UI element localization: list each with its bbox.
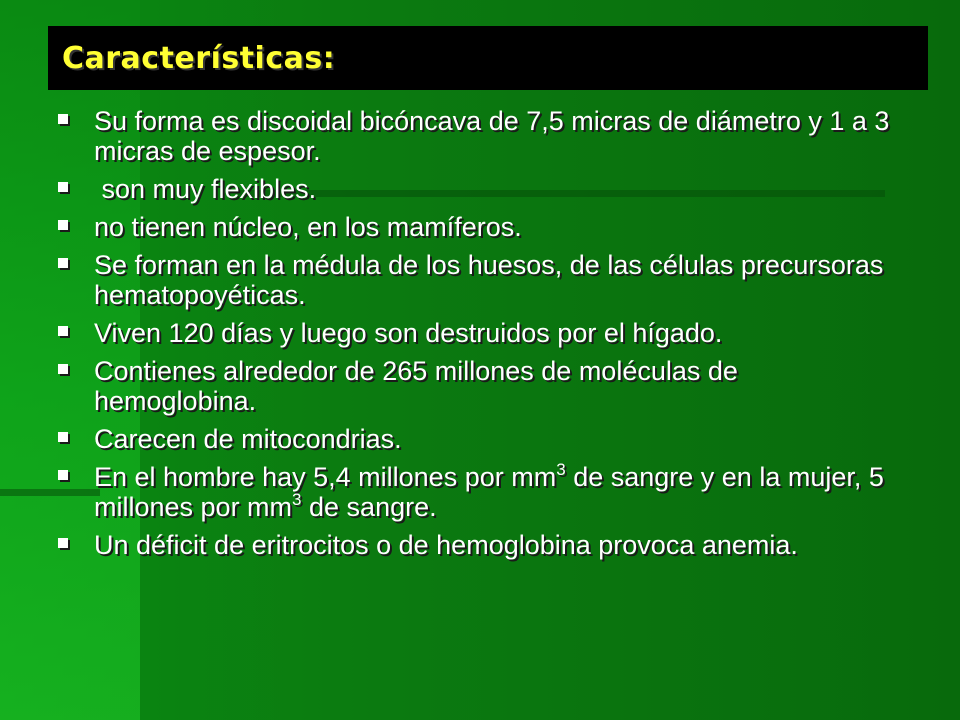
square-bullet-icon bbox=[58, 326, 68, 336]
list-item-text: Su forma es discoidal bicóncava de 7,5 micras de diámetro y 1 a 3 micras de espesor. bbox=[94, 106, 890, 166]
slide-title: Características: bbox=[62, 40, 336, 76]
square-bullet-icon bbox=[58, 364, 68, 374]
list-item-text: no tienen núcleo, en los mamíferos. bbox=[94, 212, 522, 242]
list-item bbox=[58, 250, 898, 310]
list-item bbox=[58, 424, 898, 454]
superscript: 3 bbox=[292, 490, 302, 509]
list-item bbox=[58, 530, 898, 560]
square-bullet-icon bbox=[58, 538, 68, 548]
list-item bbox=[58, 356, 898, 416]
list-item bbox=[58, 462, 898, 522]
list-item bbox=[58, 106, 898, 166]
list-item-text: son muy flexibles. bbox=[94, 174, 317, 204]
superscript: 3 bbox=[556, 460, 566, 479]
list-item-text: Un déficit de eritrocitos o de hemoglobina provoca anemia. bbox=[94, 530, 798, 560]
bullet-list bbox=[58, 106, 898, 568]
square-bullet-icon bbox=[58, 470, 68, 480]
list-item-text-part: de sangre. bbox=[301, 492, 437, 522]
list-item-text: Contienes alrededor de 265 millones de moléculas de hemoglobina. bbox=[94, 356, 738, 416]
list-item bbox=[58, 212, 898, 242]
list-item-text-part: de sangre y en la mujer, 5 millones por mm bbox=[94, 462, 884, 522]
list-item-text-part: En el hombre hay 5,4 millones por mm bbox=[94, 462, 557, 492]
title-bar bbox=[48, 26, 928, 90]
list-item bbox=[58, 174, 898, 204]
list-item-text: Viven 120 días y luego son destruidos por el hígado. bbox=[94, 318, 723, 348]
list-item bbox=[58, 318, 898, 348]
square-bullet-icon bbox=[58, 432, 68, 442]
square-bullet-icon bbox=[58, 220, 68, 230]
square-bullet-icon bbox=[58, 114, 68, 124]
list-item-text: Se forman en la médula de los huesos, de las células precursoras hematopoyéticas. bbox=[94, 250, 884, 310]
square-bullet-icon bbox=[58, 182, 68, 192]
square-bullet-icon bbox=[58, 258, 68, 268]
list-item-text: Carecen de mitocondrias. bbox=[94, 424, 402, 454]
